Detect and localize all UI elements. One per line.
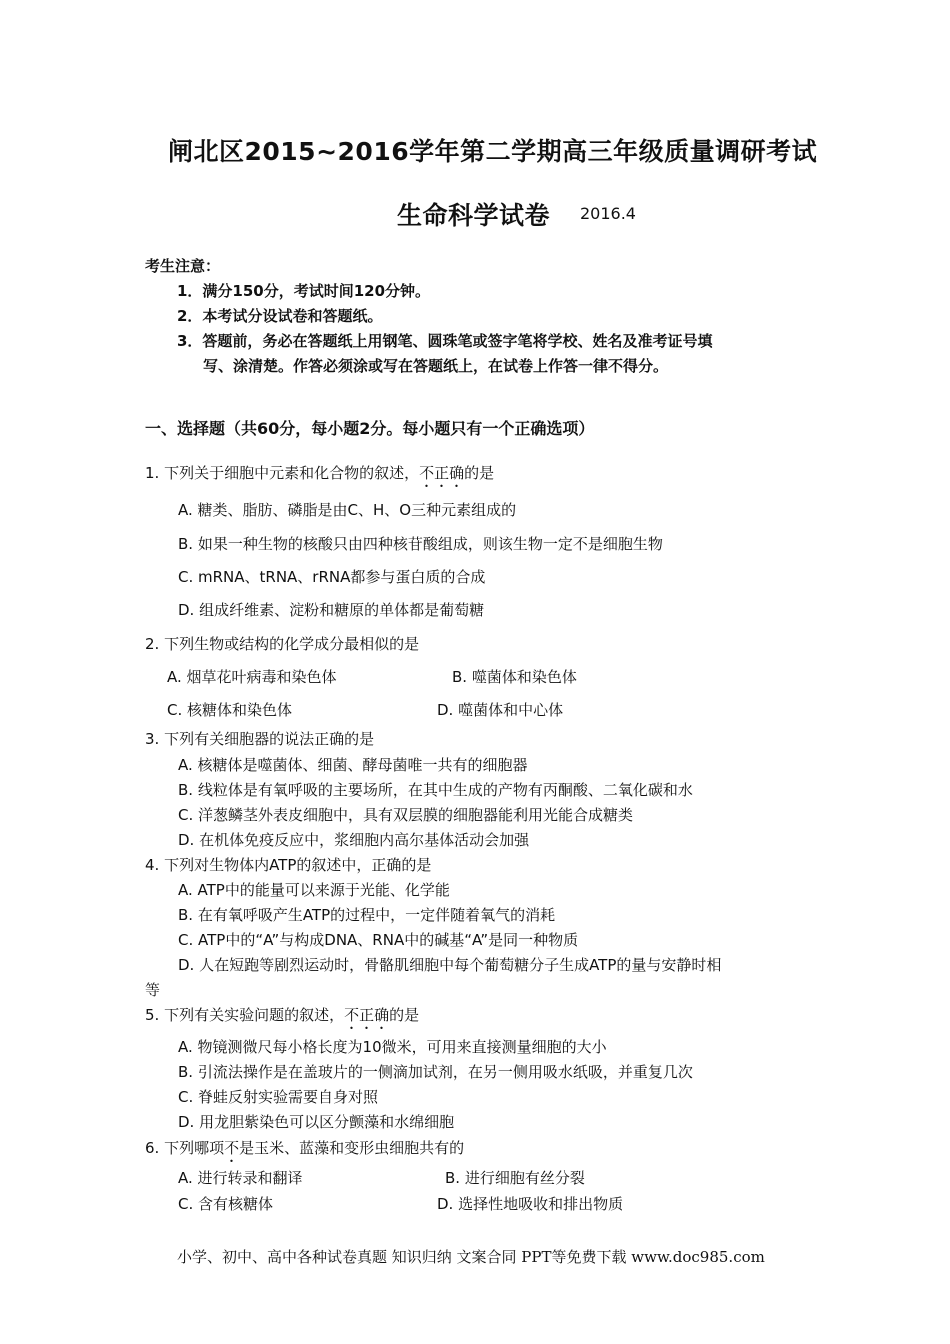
notice-item: 1．满分150分，考试时间120分钟。 <box>177 282 431 300</box>
question-6-option-c: C. 含有核糖体 <box>178 1195 274 1213</box>
notice-item: 3．答题前，务必在答题纸上用钢笔、圆珠笔或签字笔将学校、姓名及准考证号填 <box>177 332 713 350</box>
notice-item: 2．本考试分设试卷和答题纸。 <box>177 307 383 325</box>
question-4-option-b: B. 在有氧呼吸产生ATP的过程中，一定伴随着氧气的消耗 <box>178 906 556 924</box>
paper-subtitle: 生命科学试卷 <box>397 201 551 230</box>
question-5-option-c: C. 脊蛙反射实验需要自身对照 <box>178 1088 379 1106</box>
page-title: 闸北区2015~2016学年第二学期高三年级质量调研考试 <box>168 137 818 166</box>
emphasis-text: 不 <box>224 1139 240 1157</box>
question-1-option-b: B. 如果一种生物的核酸只由四种核苷酸组成，则该生物一定不是细胞生物 <box>178 535 663 553</box>
question-1-option-d: D. 组成纤维素、淀粉和糖原的单体都是葡萄糖 <box>178 601 485 619</box>
question-1-option-c: C. mRNA、tRNA、rRNA都参与蛋白质的合成 <box>178 568 486 586</box>
question-4-option-c: C. ATP中的“A”与构成DNA、RNA中的碱基“A”是同一种物质 <box>178 931 579 949</box>
question-5-stem: 5. 下列有关实验问题的叙述，不正确的是 <box>145 1006 420 1024</box>
question-4-option-a: A. ATP中的能量可以来源于光能、化学能 <box>178 881 450 899</box>
question-4-stem: 4. 下列对生物体内ATP的叙述中，正确的是 <box>145 856 432 874</box>
question-5-option-b: B. 引流法操作是在盖玻片的一侧滴加试剂，在另一侧用吸水纸吸，并重复几次 <box>178 1063 693 1081</box>
question-6-option-b: B. 进行细胞有丝分裂 <box>445 1169 585 1187</box>
question-6-option-d: D. 选择性地吸收和排出物质 <box>437 1195 624 1213</box>
page-footer: 小学、初中、高中各种试卷真题 知识归纳 文案合同 PPT等免费下载 www.doc985.com <box>177 1248 765 1266</box>
exam-date: 2016.4 <box>580 204 636 223</box>
question-2-option-a: A. 烟草花叶病毒和染色体 <box>167 668 337 686</box>
section-heading: 一、选择题（共60分，每小题2分。每小题只有一个正确选项） <box>145 419 595 438</box>
notice-heading: 考生注意： <box>145 257 221 275</box>
question-2-option-c: C. 核糖体和染色体 <box>167 701 293 719</box>
question-1-option-a: A. 糖类、脂肪、磷脂是由C、H、O三种元素组成的 <box>178 501 517 519</box>
notice-item: 写、涂清楚。作答必须涂或写在答题纸上，在试卷上作答一律不得分。 <box>203 357 669 375</box>
question-1-stem: 1. 下列关于细胞中元素和化合物的叙述，不正确的是 <box>145 464 495 482</box>
question-2-option-d: D. 噬菌体和中心体 <box>437 701 564 719</box>
emphasis-text: 不正确 <box>419 464 465 482</box>
question-2-stem: 2. 下列生物或结构的化学成分最相似的是 <box>145 635 420 653</box>
emphasis-text: 不正确 <box>344 1006 390 1024</box>
question-5-option-a: A. 物镜测微尺每小格长度为10微米，可用来直接测量细胞的大小 <box>178 1038 607 1056</box>
question-5-option-d: D. 用龙胆紫染色可以区分颤藻和水绵细胞 <box>178 1113 455 1131</box>
question-3-option-b: B. 线粒体是有氧呼吸的主要场所，在其中生成的产物有丙酮酸、二氧化碳和水 <box>178 781 693 799</box>
question-4-option-d-cont: 等 <box>145 981 161 999</box>
question-3-stem: 3. 下列有关细胞器的说法正确的是 <box>145 730 375 748</box>
question-3-option-c: C. 洋葱鳞茎外表皮细胞中，具有双层膜的细胞器能利用光能合成糖类 <box>178 806 634 824</box>
question-6-stem: 6. 下列哪项不是玉米、蓝藻和变形虫细胞共有的 <box>145 1139 465 1157</box>
question-4-option-d: D. 人在短跑等剧烈运动时，骨骼肌细胞中每个葡萄糖分子生成ATP的量与安静时相 <box>178 956 722 974</box>
question-6-option-a: A. 进行转录和翻译 <box>178 1169 303 1187</box>
question-2-option-b: B. 噬菌体和染色体 <box>452 668 577 686</box>
question-3-option-a: A. 核糖体是噬菌体、细菌、酵母菌唯一共有的细胞器 <box>178 756 528 774</box>
question-3-option-d: D. 在机体免疫反应中，浆细胞内高尔基体活动会加强 <box>178 831 530 849</box>
